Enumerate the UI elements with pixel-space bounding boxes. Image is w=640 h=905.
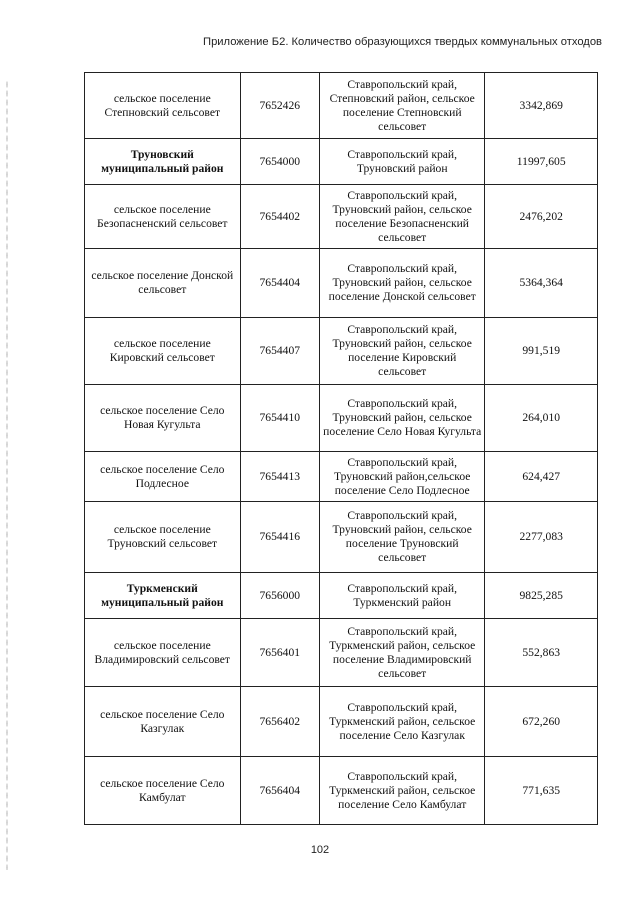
address-cell: Ставропольский край, Труновский район, сельское поселение Кировский сельсовет [319, 318, 484, 385]
waste-amount-cell: 264,010 [485, 385, 598, 452]
oktmo-code-cell: 7654407 [240, 318, 319, 385]
oktmo-code-cell: 7656404 [240, 757, 319, 825]
municipality-name-cell: сельское поселение Село Камбулат [85, 757, 241, 825]
table-row [85, 185, 598, 249]
table-row [85, 452, 598, 502]
oktmo-code-cell: 7656000 [240, 573, 319, 619]
waste-amount-cell: 2277,083 [485, 502, 598, 573]
waste-amount-cell: 9825,285 [485, 573, 598, 619]
table-row [85, 318, 598, 385]
table-row [85, 249, 598, 318]
oktmo-code-cell: 7654000 [240, 139, 319, 185]
waste-amount-cell: 624,427 [485, 452, 598, 502]
address-cell: Ставропольский край, Туркменский район [319, 573, 484, 619]
waste-table [84, 72, 598, 825]
table-row [85, 757, 598, 825]
address-cell: Ставропольский край, Степновский район, сельское поселение Степновский сельсовет [319, 73, 484, 139]
address-cell: Ставропольский край, Труновский район, сельское поселение Село Новая Кугульта [319, 385, 484, 452]
margin-dots [6, 80, 8, 870]
page-header-title: Приложение Б2. Количество образующихся твердых коммунальных отходов [203, 36, 602, 48]
address-cell: Ставропольский край, Труновский район, сельское поселение Донской сельсовет [319, 249, 484, 318]
municipality-name-cell: сельское поселение Село Новая Кугульта [85, 385, 241, 452]
address-cell: Ставропольский край, Труновский район,сельское поселение Село Подлесное [319, 452, 484, 502]
waste-amount-cell: 11997,605 [485, 139, 598, 185]
municipality-name-cell: сельское поселение Владимировский сельсовет [85, 619, 241, 687]
municipality-name-cell: Труновский муниципальный район [85, 139, 241, 185]
municipality-name-cell: сельское поселение Донской сельсовет [85, 249, 241, 318]
page-number: 102 [310, 844, 330, 856]
oktmo-code-cell: 7654410 [240, 385, 319, 452]
waste-amount-cell: 3342,869 [485, 73, 598, 139]
address-cell: Ставропольский край, Туркменский район, сельское поселение Село Камбулат [319, 757, 484, 825]
municipality-name-cell: сельское поселение Село Подлесное [85, 452, 241, 502]
waste-amount-cell: 771,635 [485, 757, 598, 825]
oktmo-code-cell: 7654416 [240, 502, 319, 573]
oktmo-code-cell: 7656401 [240, 619, 319, 687]
waste-amount-cell: 552,863 [485, 619, 598, 687]
oktmo-code-cell: 7656402 [240, 687, 319, 757]
municipality-name-cell: сельское поселение Село Казгулак [85, 687, 241, 757]
municipality-name-cell: сельское поселение Кировский сельсовет [85, 318, 241, 385]
waste-amount-cell: 672,260 [485, 687, 598, 757]
municipality-name-cell: Туркменский муниципальный район [85, 573, 241, 619]
table-row [85, 73, 598, 139]
table-body [85, 73, 598, 825]
table-row [85, 139, 598, 185]
table-row [85, 502, 598, 573]
municipality-name-cell: сельское поселение Степновский сельсовет [85, 73, 241, 139]
waste-amount-cell: 991,519 [485, 318, 598, 385]
oktmo-code-cell: 7654413 [240, 452, 319, 502]
address-cell: Ставропольский край, Труновский район [319, 139, 484, 185]
table-row [85, 619, 598, 687]
oktmo-code-cell: 7652426 [240, 73, 319, 139]
oktmo-code-cell: 7654404 [240, 249, 319, 318]
address-cell: Ставропольский край, Туркменский район, сельское поселение Село Казгулак [319, 687, 484, 757]
waste-amount-cell: 5364,364 [485, 249, 598, 318]
waste-amount-cell: 2476,202 [485, 185, 598, 249]
oktmo-code-cell: 7654402 [240, 185, 319, 249]
municipality-name-cell: сельское поселение Безопасненский сельсовет [85, 185, 241, 249]
table-row [85, 573, 598, 619]
table-row [85, 385, 598, 452]
address-cell: Ставропольский край, Труновский район, сельское поселение Труновский сельсовет [319, 502, 484, 573]
table-row [85, 687, 598, 757]
address-cell: Ставропольский край, Туркменский район, сельское поселение Владимировский сельсовет [319, 619, 484, 687]
address-cell: Ставропольский край, Труновский район, сельское поселение Безопасненский сельсовет [319, 185, 484, 249]
municipality-name-cell: сельское поселение Труновский сельсовет [85, 502, 241, 573]
